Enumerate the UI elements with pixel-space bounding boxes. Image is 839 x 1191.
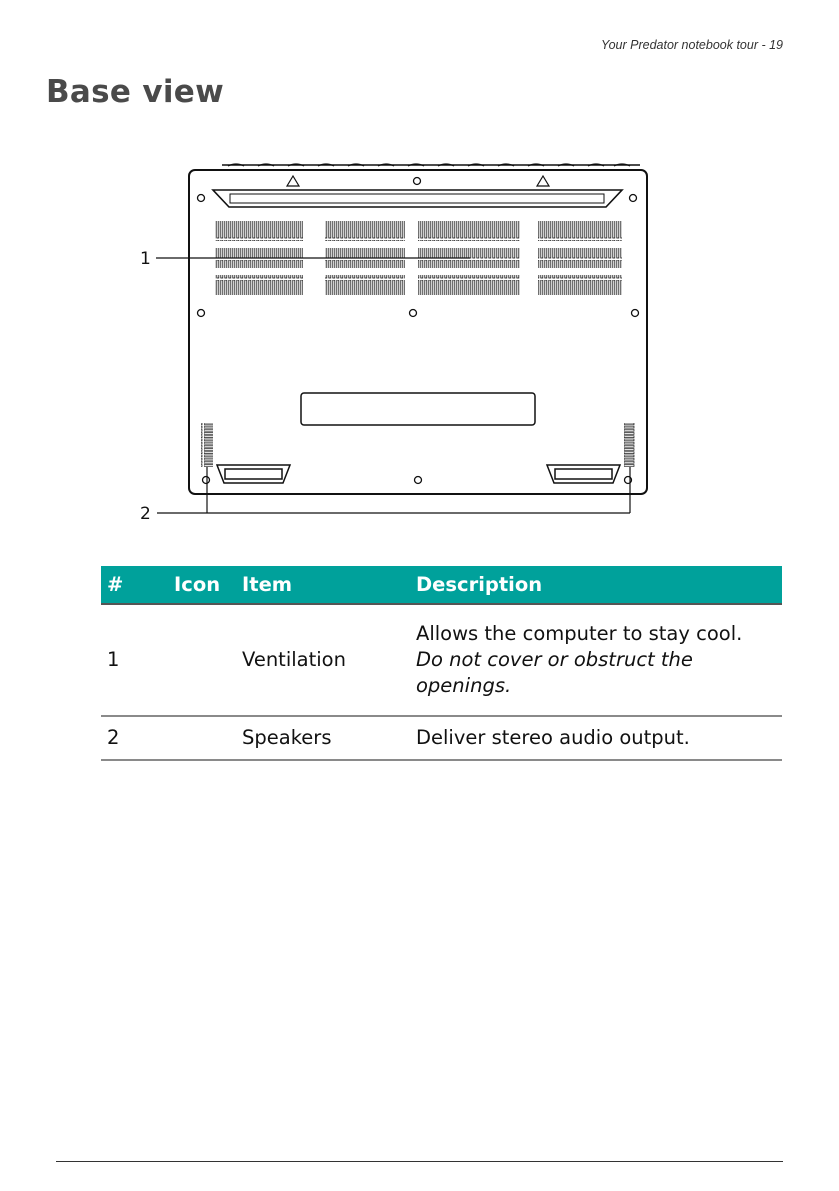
- header-description: Description: [410, 566, 782, 604]
- component-table: [101, 566, 782, 761]
- header-item: Item: [236, 566, 410, 604]
- row-description: [410, 604, 782, 716]
- running-header: Your Predator notebook tour - 19: [600, 38, 783, 52]
- table-row: [101, 716, 782, 760]
- base-view-diagram: [0, 140, 839, 540]
- table-header-row: [101, 566, 782, 604]
- row-num: 1: [101, 604, 168, 716]
- table-row: [101, 604, 782, 716]
- page-title: Base view: [46, 74, 225, 110]
- row-description: Deliver stereo audio output.: [410, 716, 782, 760]
- chassis-outline: [189, 170, 647, 494]
- description-text: Allows the computer to stay cool.: [416, 622, 743, 645]
- header-icon: Icon: [168, 566, 236, 604]
- row-icon: [168, 716, 236, 760]
- callout-2: 2: [140, 504, 151, 524]
- row-item: Speakers: [236, 716, 410, 760]
- row-num: 2: [101, 716, 168, 760]
- description-note: Do not cover or obstruct the openings.: [416, 648, 693, 697]
- header-num: #: [101, 566, 168, 604]
- footer-rule: [56, 1161, 783, 1162]
- callout-1: 1: [140, 249, 151, 269]
- row-item: Ventilation: [236, 604, 410, 716]
- row-icon: [168, 604, 236, 716]
